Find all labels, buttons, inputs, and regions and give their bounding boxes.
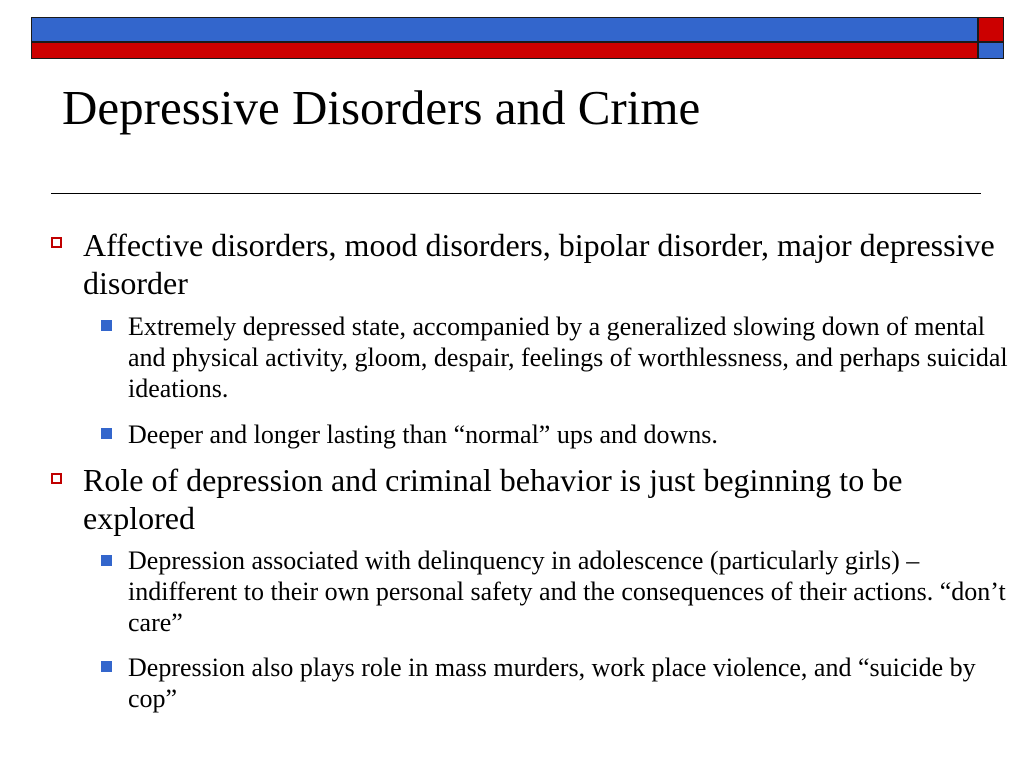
hollow-square-bullet-icon <box>51 237 62 248</box>
hollow-square-bullet-icon <box>51 473 62 484</box>
header-corner-blue <box>978 42 1004 59</box>
filled-square-bullet-icon <box>101 661 112 672</box>
title-divider <box>51 193 981 194</box>
sub-bullet-item: Deeper and longer lasting than “normal” ups and downs. <box>128 420 718 449</box>
filled-square-bullet-icon <box>101 555 112 566</box>
filled-square-bullet-icon <box>101 320 112 331</box>
filled-square-bullet-icon <box>101 428 112 439</box>
sub-bullet-item: Depression also plays role in mass murders, work place violence, and “suicide by cop” <box>128 653 976 713</box>
bullet-item: Affective disorders, mood disorders, bipolar disorder, major depressive disorder <box>83 227 995 301</box>
sub-bullet-item: Depression associated with delinquency in adolescence (particularly girls) – indifferent to their own personal safety and the consequences of their actions. “don’t care” <box>128 546 1006 637</box>
header-bar-red <box>31 42 978 59</box>
bullet-item: Role of depression and criminal behavior is just beginning to be explored <box>83 462 903 536</box>
header-corner-red <box>978 17 1004 42</box>
sub-bullet-item: Extremely depressed state, accompanied by a generalized slowing down of mental and physical activity, gloom, despair, feelings of worthlessness, and perhaps suicidal ideations. <box>128 312 1008 403</box>
slide-title: Depressive Disorders and Crime <box>62 80 701 135</box>
header-bar-blue <box>31 17 978 42</box>
